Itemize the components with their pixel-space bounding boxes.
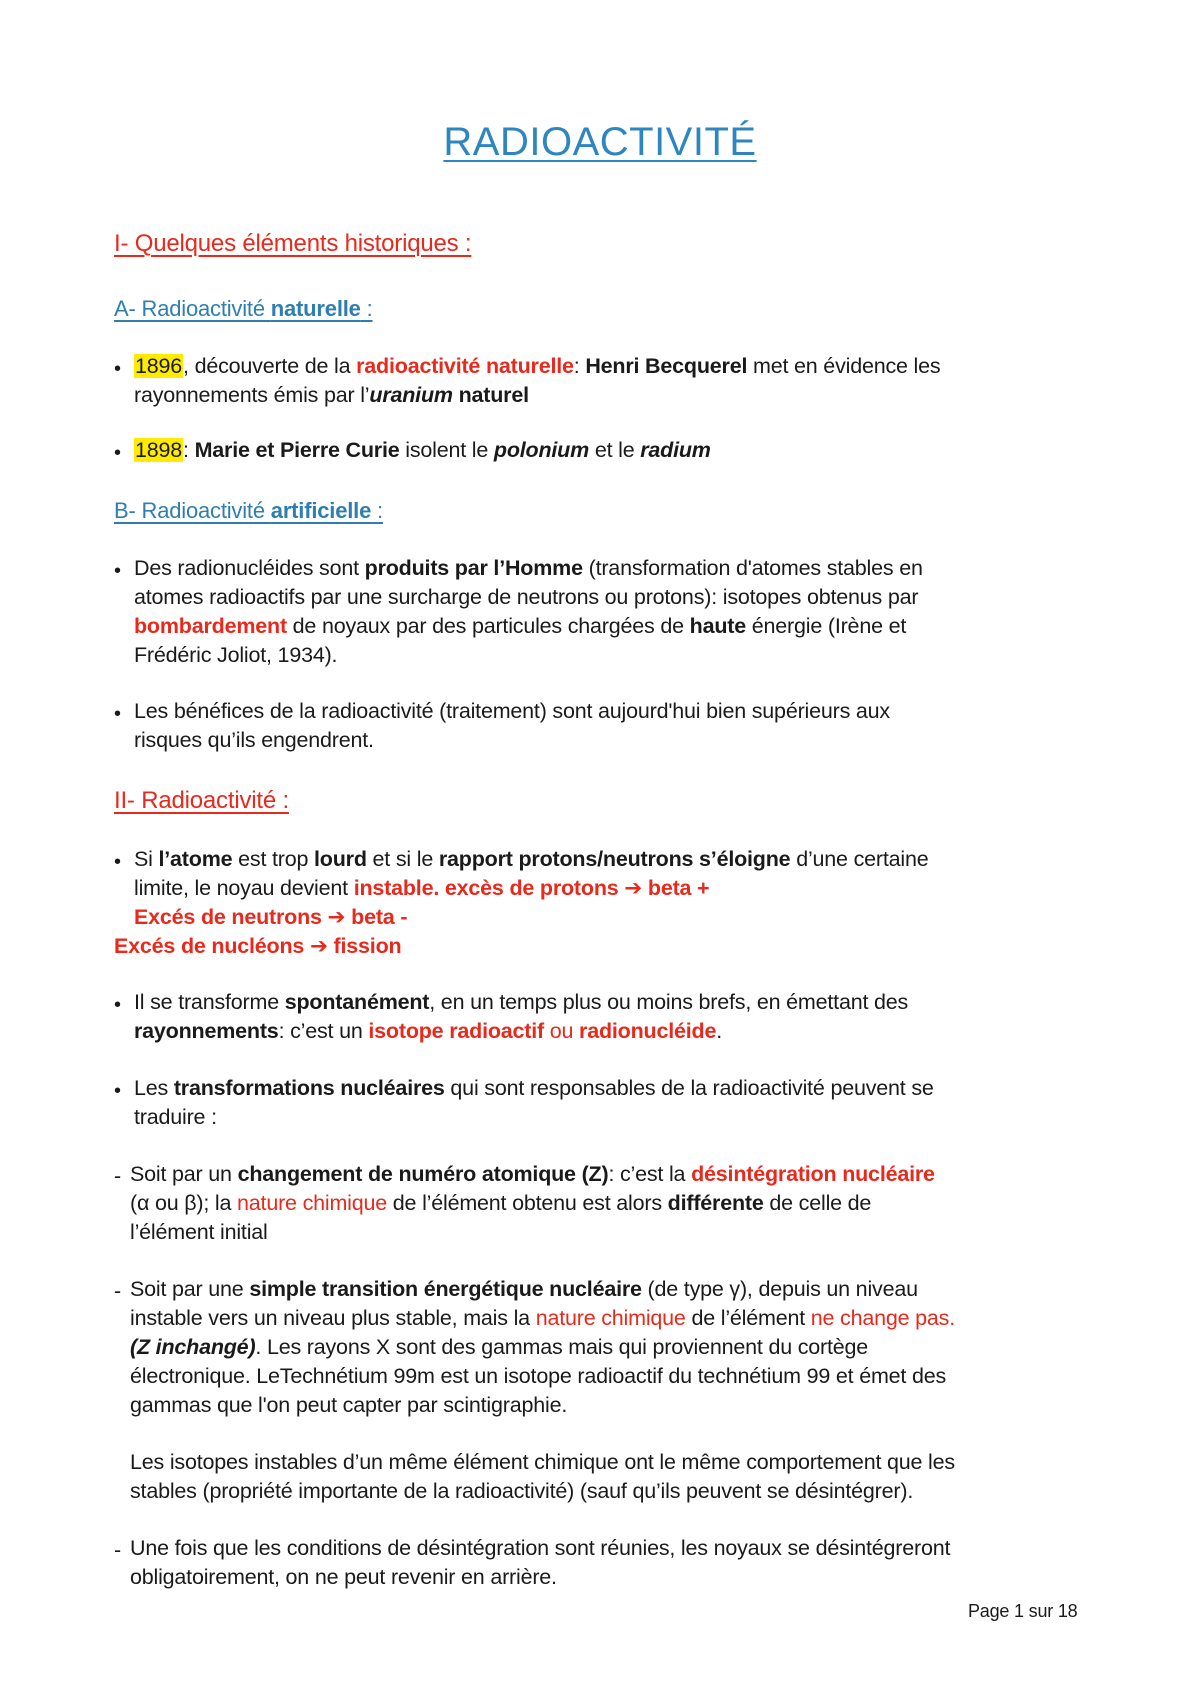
bullet-transform-line1 xyxy=(134,992,908,1014)
bullet-icon: • xyxy=(114,851,121,873)
bullet-atom-line3: Excés de neutrons ➔ beta - xyxy=(134,905,408,929)
text: radionucléide xyxy=(579,1019,717,1043)
bullet-icon: • xyxy=(114,442,121,464)
page-number: Page 1 sur 18 xyxy=(968,1601,1078,1621)
text: rayonnements xyxy=(134,1019,279,1043)
section-2-heading: II- Radioactivité : xyxy=(114,787,289,814)
bullet-benefits-line1: Les bénéfices de la radioactivité (traitement) sont aujourd'hui bien supérieurs aux xyxy=(134,699,890,723)
subsection-b-bold: artificielle xyxy=(270,498,372,523)
text: bombardement xyxy=(134,614,287,638)
text: Henri Becquerel xyxy=(585,354,748,378)
dash-z-line1 xyxy=(130,1164,935,1186)
subsection-b-prefix: B- Radioactivité xyxy=(114,498,271,523)
bullet-atom-line4: Excés de nucléons ➔ fission xyxy=(114,934,402,958)
text: Il se transforme xyxy=(134,990,285,1014)
bullet-nuclear-line1 xyxy=(134,1078,934,1100)
bullet-icon: • xyxy=(114,703,121,725)
text: désintégration nucléaire xyxy=(691,1162,935,1186)
bullet-atom-line1 xyxy=(134,849,928,871)
dash-gamma-line2 xyxy=(130,1308,955,1330)
isotopes-paragraph-line2: stables (propriété importante de la radioactivité) (sauf qu’ils peuvent se désintégrer). xyxy=(130,1479,914,1503)
text: haute xyxy=(689,614,746,638)
isotopes-paragraph-line1: Les isotopes instables d’un même élément chimique ont le même comportement que les xyxy=(130,1450,955,1474)
text: de l’élément obtenu est alors xyxy=(387,1191,668,1215)
text: produits par l’Homme xyxy=(364,556,583,580)
dash-gamma-line5: gammas que l'on peut capter par scintigraphie. xyxy=(130,1393,568,1417)
text: radium xyxy=(640,438,711,462)
text: Si xyxy=(134,847,159,871)
text: , en un temps plus ou moins brefs, en émettant des xyxy=(429,990,909,1014)
bullet-1898 xyxy=(134,440,711,462)
text: naturel xyxy=(452,383,529,407)
dash-gamma-line4: électronique. LeTechnétium 99m est un isotope radioactif du technétium 99 et émet des xyxy=(130,1364,947,1388)
bullet-icon: • xyxy=(114,1080,121,1102)
subsection-b-suffix: : xyxy=(371,498,383,523)
text: ne change pas xyxy=(810,1306,950,1330)
section-1-heading: I- Quelques éléments historiques : xyxy=(114,230,472,257)
text: nature chimique xyxy=(535,1306,686,1330)
text: ou xyxy=(543,1019,580,1043)
bullet-benefits-line2: risques qu’ils engendrent. xyxy=(134,728,374,752)
subsection-a-prefix: A- Radioactivité xyxy=(114,296,271,321)
dash-gamma-line3 xyxy=(130,1337,868,1359)
bullet-artificial-line2: atomes radioactifs par une surcharge de neutrons ou protons): isotopes obtenus par xyxy=(134,585,919,609)
text: instable. excès de protons ➔ beta + xyxy=(353,876,710,900)
text: . Les rayons X sont des gammas mais qui proviennent du cortège xyxy=(255,1335,869,1359)
year-1898: 1898 xyxy=(135,438,183,462)
text: : xyxy=(183,438,195,462)
dash-conditions-line1: Une fois que les conditions de désintégration sont réunies, les noyaux se désintégreront xyxy=(130,1536,951,1560)
text: (α ou β); la xyxy=(130,1191,238,1215)
text: . xyxy=(949,1306,956,1330)
dash-marker: - xyxy=(114,1538,121,1562)
text: Soit par une xyxy=(130,1277,250,1301)
bullet-artificial-line1 xyxy=(134,558,923,580)
year-1896: 1896 xyxy=(135,354,183,378)
text: l’atome xyxy=(158,847,233,871)
text: rayonnements émis par l’ xyxy=(134,383,370,407)
text: transformations nucléaires xyxy=(173,1076,445,1100)
text: spontanément xyxy=(284,990,430,1014)
text: de noyaux par des particules chargées de xyxy=(286,614,690,638)
text: : c’est un xyxy=(278,1019,369,1043)
subsection-b-heading xyxy=(114,500,383,522)
dash-z-line3: l’élément initial xyxy=(130,1220,268,1244)
text: Des radionucléides sont xyxy=(134,556,365,580)
text: est trop xyxy=(232,847,315,871)
subsection-a-heading xyxy=(114,298,373,320)
text: simple transition énergétique nucléaire xyxy=(249,1277,642,1301)
subsection-a-bold: naturelle xyxy=(270,296,361,321)
text: met en évidence les xyxy=(747,354,941,378)
text: changement de numéro atomique (Z) xyxy=(237,1162,609,1186)
bullet-1896-line1 xyxy=(134,356,940,378)
text: uranium xyxy=(369,383,453,407)
dash-marker: - xyxy=(114,1164,121,1188)
subsection-a-suffix: : xyxy=(360,296,373,321)
text: Les xyxy=(134,1076,174,1100)
text: et le xyxy=(589,438,641,462)
dash-z-line2 xyxy=(130,1193,871,1215)
text: isotope radioactif xyxy=(368,1019,544,1043)
bullet-transform-line2 xyxy=(134,1021,722,1043)
bullet-artificial-line3 xyxy=(134,616,906,638)
text: (de type γ), depuis un niveau xyxy=(641,1277,918,1301)
bullet-atom-line2 xyxy=(134,878,709,900)
text: lourd xyxy=(314,847,367,871)
text: de l’élément xyxy=(685,1306,811,1330)
text: Marie et Pierre Curie xyxy=(194,438,400,462)
text: de celle de xyxy=(763,1191,872,1215)
text: isolent le xyxy=(399,438,494,462)
text: nature chimique xyxy=(237,1191,388,1215)
text: radioactivité naturelle xyxy=(356,354,574,378)
text: différente xyxy=(667,1191,764,1215)
text: d’une certaine xyxy=(790,847,929,871)
text: instable vers un niveau plus stable, mais la xyxy=(130,1306,536,1330)
text: , découverte de la xyxy=(183,354,357,378)
dash-gamma-line1 xyxy=(130,1279,918,1301)
text: rapport protons/neutrons s’éloigne xyxy=(438,847,791,871)
text: (transformation d'atomes stables en xyxy=(582,556,923,580)
bullet-icon: • xyxy=(114,994,121,1016)
text: . xyxy=(716,1019,723,1043)
text: et si le xyxy=(366,847,439,871)
dash-marker: - xyxy=(114,1279,121,1303)
bullet-icon: • xyxy=(114,560,121,582)
text: Soit par un xyxy=(130,1162,238,1186)
bullet-1896-line2 xyxy=(134,385,529,407)
text: énergie (Irène et xyxy=(746,614,907,638)
page-title: RADIOACTIVITÉ xyxy=(443,120,757,164)
bullet-nuclear-line2: traduire : xyxy=(134,1105,217,1129)
bullet-icon: • xyxy=(114,358,121,380)
text: : xyxy=(573,354,586,378)
text: : c’est la xyxy=(608,1162,692,1186)
text: polonium xyxy=(493,438,590,462)
text: (Z inchangé) xyxy=(130,1335,256,1359)
text: limite, le noyau devient xyxy=(134,876,354,900)
bullet-artificial-line4: Frédéric Joliot, 1934). xyxy=(134,643,338,667)
text: qui sont responsables de la radioactivité peuvent se xyxy=(444,1076,934,1100)
dash-conditions-line2: obligatoirement, on ne peut revenir en arrière. xyxy=(130,1565,557,1589)
